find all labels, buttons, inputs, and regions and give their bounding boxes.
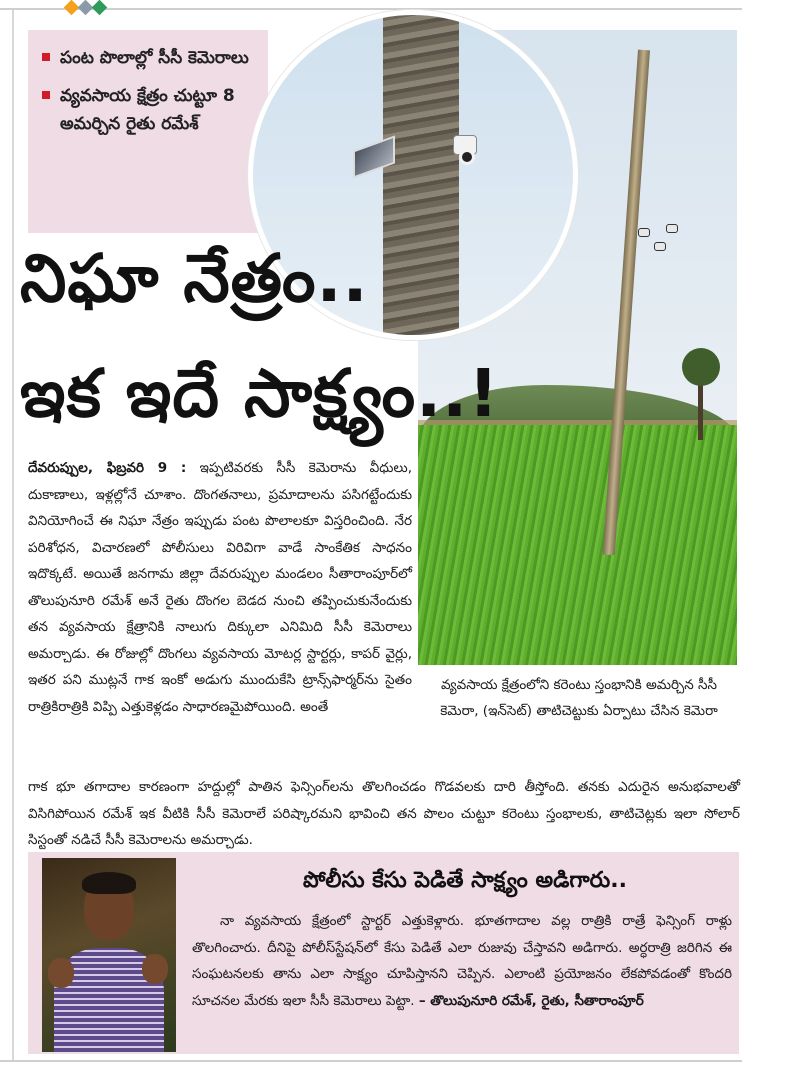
section-marker [66,2,105,13]
quote-body [192,908,732,1014]
quote-title: పోలీసు కేసు పెడితే సాక్ష్యం అడిగారు.. [302,868,628,893]
photo-rice-field [418,425,737,665]
bullet-square-icon [42,53,50,61]
photo-caption: వ్యవసాయ క్షేత్రంలోని కరెంటు స్తంభానికి అమర్చిన సీసీ కెమెరా, (ఇన్‌సెట్) తాటిచెట్టుకు ఏర్పాటు చేసిన కెమెరా [440,677,718,719]
quote-text: నా వ్యవసాయ క్షేత్రంలో స్టార్టర్ ఎత్తుకెళ్లారు. భూతగాదాల వల్ల రాత్రికి రాత్రే ఫెన్సింగ్ రాళ్లు తొలగించారు. దీనిపై పోలీస్‌స్టేషన్‌లో కేసు పెడితే ఎలా రుజువు చేస్తావని అడిగారు. అర్ధరాత్రి జరిగిన ఈ సంఘటనలకు తాను ఎలా సాక్ష్యం చూపిస్తానని చెప్పిన. ఎలాంటి ప్రయోజనం లేకపోవడంతో కొందరి సూచనల మేరకు ఇలా సీసీ కెమెరాలు పెట్టా. [192,913,732,1009]
quote-signature: – తొలుపునూరి రమేశ్, రైతు, సీతారాంపూర్ [418,992,644,1009]
portrait-hand-right [142,954,168,984]
pole-camera-icon [654,242,666,251]
diamond-green-icon [92,0,108,15]
pole-camera-icon [638,228,650,237]
article-column [28,455,412,720]
highlight-text: పంట పొలాల్లో సీసీ కెమెరాలు [60,48,249,68]
left-rule [12,10,14,1060]
highlight-item [42,82,258,138]
highlight-text: వ్యవసాయ క్షేత్రం చుట్టూ 8 అమర్చిన రైతు రమేశ్ [60,86,235,134]
article-continuation: గాక భూ తగాదాల కారణంగా హద్దుల్లో పాతిన ఫెన్సింగ్‌లను తొలగించడం గొడవలకు దారి తీస్తోంది. తనకు ఎదురైన అనుభవాలతో విసిగిపోయిన రమేశ్ ఇక వీటికి సీసీ కెమెరాలే పరిష్కారమని భావించి తన పొలం చుట్టూ కరెంటు స్తంభాలకు, తాటిచెట్లకు ఇలా సోలార్ సిస్టంతో నడిచే సీసీ కెమెరాలను అమర్చాడు. [28,779,740,848]
bottom-rule [0,1060,742,1062]
farmer-portrait [42,858,176,1052]
photo-palm-trunk [698,380,703,440]
top-rule [0,8,742,10]
headline-line-1: నిఘా నేత్రం.. [20,240,369,317]
highlights-box [28,30,268,233]
article-text: ఇప్పటివరకు సీసీ కెమెరాను వీధులు, దుకాణాలు, ఇళ్లల్లోనే చూశాం. దొంగతనాలు, ప్రమాదాలను పసిగట్టేందుకు వినియోగించే ఈ నిఘా నేత్రం ఇప్పుడు పంట పొలాలకూ విస్తరించింది. నేర పరిశోధన, విచారణలో పోలీసులు విరివిగా వాడే సాంకేతిక సాధనం ఇదొక్కటే. అయితే జనగామ జిల్లా దేవరుప్పుల మండలం సీతారాంపూర్‌లో తొలుపునూరి రమేశ్ అనే రైతు దొంగల బెడద నుంచి తప్పించుకునేందుకు తన వ్యవసాయ క్షేత్రానికి నాలుగు దిక్కులా ఎనిమిది సీసీ కెమెరాలు అమర్చాడు. ఈ రోజుల్లో దొంగలు వ్యవసాయ మోటర్ల స్టార్టర్లు, కాపర్ వైర్లు, ఇతర పని ముట్లనే గాక ఇంకో అడుగు ముందుకేసి ట్రాన్స్‌ఫార్మర్‌ను సైతం రాత్రికిరాత్రికి విప్పి ఎత్తుకెళ్లడం సాధారణమైపోయింది. అంతే [28,460,412,715]
highlight-item [42,44,258,72]
bullet-square-icon [42,91,50,99]
portrait-hair [82,872,136,894]
pole-camera-icon [666,224,678,233]
portrait-hand-left [48,958,74,988]
headline-line-2: ఇక ఇదే సాక్ష్యం..! [20,355,500,432]
photo-palm-crown [682,348,720,386]
camera-lens [459,149,475,165]
palm-tree-trunk [383,15,459,340]
dateline: దేవరుప్పుల, ఫిబ్రవరి 9 : [28,460,187,476]
